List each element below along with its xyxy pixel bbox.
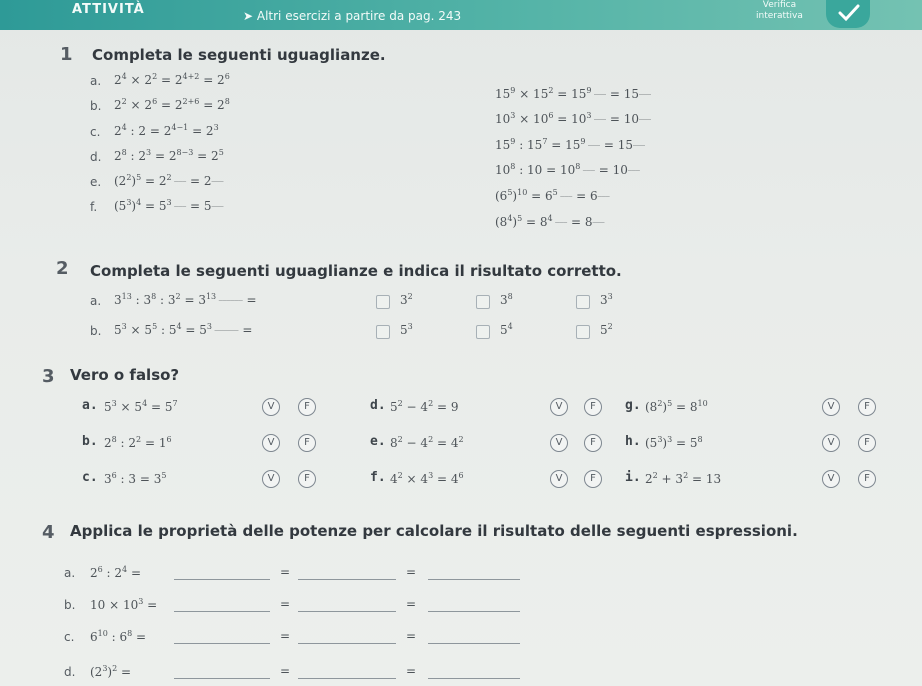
exercise-4-item-label: b. (64, 598, 76, 612)
true-false-statement: $4^2 \times 4^3 = 4^6$ (390, 471, 464, 486)
false-option[interactable]: F (298, 398, 316, 416)
exercise-1-expression-right: $15^9$ : $15^7 = 15^{9 \_\_\_} = 15^{\_\_\_}$ (495, 137, 645, 152)
exercise-4-expression: $(2^3)^2$ = (90, 664, 132, 679)
equals-sign: = (280, 664, 291, 678)
true-false-statement: $8^2 - 4^2 = 4^2$ (390, 435, 464, 450)
exercise-1-item-label: f. (90, 200, 98, 214)
answer-blank[interactable] (428, 678, 520, 679)
true-option[interactable]: V (822, 470, 840, 488)
true-false-statement: $3^6$ : $3 = 3^5$ (104, 471, 167, 486)
false-option[interactable]: F (298, 470, 316, 488)
answer-option: $5^3$ (400, 322, 413, 337)
true-option[interactable]: V (550, 434, 568, 452)
answer-blank[interactable] (428, 643, 520, 644)
exercise-1-item-label: e. (90, 175, 102, 189)
answer-blank[interactable] (298, 643, 396, 644)
false-option[interactable]: F (858, 434, 876, 452)
true-false-item-label: a. (82, 398, 98, 413)
true-false-item-label: e. (370, 434, 386, 449)
exercise-1-expression: $2^4$ : $2 = 2^{4-1} = 2^3$ (114, 123, 219, 138)
answer-checkbox[interactable] (476, 325, 490, 339)
answer-checkbox[interactable] (376, 325, 390, 339)
false-option[interactable]: F (584, 434, 602, 452)
more-exercises-text: Altri esercizi a partire da pag. 243 (256, 9, 462, 23)
verify-text: Verifica (762, 0, 797, 10)
answer-option: $5^2$ (600, 322, 613, 337)
answer-blank[interactable] (174, 611, 270, 612)
exercise-2-title: Completa le seguenti uguaglianze e indica il risultato corretto. (90, 262, 622, 280)
true-option[interactable]: V (822, 434, 840, 452)
equals-sign: = (280, 565, 291, 579)
exercise-2-expression: $3^{13}$ : $3^8$ : $3^2 = 3^{13 \_\_\_\_\_\_}$ = (114, 292, 257, 307)
true-false-item-label: i. (625, 470, 641, 485)
exercise-1-expression: $(2^2)^5 = 2^{2 \_\_\_} = 2^{\_\_\_}$ (114, 173, 224, 188)
exercise-4-item-label: a. (64, 566, 76, 580)
answer-blank[interactable] (428, 611, 520, 612)
answer-blank[interactable] (174, 579, 270, 580)
true-option[interactable]: V (262, 398, 280, 416)
exercise-4-item-label: d. (64, 665, 76, 679)
exercise-1-item-label: b. (90, 99, 102, 113)
answer-option: $3^2$ (400, 292, 413, 307)
exercise-4-expression: $10 \times 10^3$ = (90, 597, 158, 612)
exercise-1-expression-right: $10^8$ : $10 = 10^{8 \_\_\_} = 10^{\_\_\_}$ (495, 162, 640, 177)
exercise-1-expression: $(5^3)^4 = 5^{3 \_\_\_} = 5^{\_\_\_}$ (114, 198, 224, 213)
exercise-4-number: 4 (42, 522, 55, 543)
equals-sign: = (406, 597, 417, 611)
exercise-4-expression: $6^{10}$ : $6^8$ = (90, 629, 147, 644)
true-false-statement: $5^2 - 4^2 = 9$ (390, 399, 459, 414)
true-false-item-label: h. (625, 434, 641, 449)
answer-option: $3^8$ (500, 292, 513, 307)
true-false-statement: $5^3 \times 5^4 = 5^7$ (104, 399, 178, 414)
answer-checkbox[interactable] (576, 295, 590, 309)
exercise-2-expression: $5^3 \times 5^5$ : $5^4 = 5^{3 \_\_\_\_\_\_}$ = (114, 322, 253, 337)
equals-sign: = (280, 629, 291, 643)
answer-checkbox[interactable] (576, 325, 590, 339)
true-option[interactable]: V (550, 470, 568, 488)
exercise-1-title: Completa le seguenti uguaglianze. (92, 46, 386, 64)
exercise-1-item-label: d. (90, 150, 102, 164)
exercise-1-expression: $2^4 \times 2^2 = 2^{4+2} = 2^6$ (114, 72, 230, 87)
exercise-1-expression-right: $(6^5)^{10} = 6^{5 \_\_\_} = 6^{\_\_\_}$ (495, 188, 610, 203)
exercise-1-expression-right: $15^9 \times 15^2 = 15^{9 \_\_\_} = 15^{\_\_\_}$ (495, 86, 651, 101)
checkmark-icon (838, 4, 860, 22)
false-option[interactable]: F (298, 434, 316, 452)
exercise-3-title: Vero o falso? (70, 366, 180, 384)
false-option[interactable]: F (858, 470, 876, 488)
true-false-statement: $(5^3)^3 = 5^8$ (645, 435, 703, 450)
more-exercises-note: ➤ Altri esercizi a partire da pag. 243 (243, 9, 462, 23)
answer-blank[interactable] (174, 643, 270, 644)
answer-blank[interactable] (298, 678, 396, 679)
answer-checkbox[interactable] (376, 295, 390, 309)
true-option[interactable]: V (262, 470, 280, 488)
exercise-1-item-label: c. (90, 125, 101, 139)
true-false-item-label: g. (625, 398, 641, 413)
equals-sign: = (406, 565, 417, 579)
answer-option: $5^4$ (500, 322, 513, 337)
true-false-item-label: d. (370, 398, 386, 413)
verify-label (756, 0, 803, 22)
true-option[interactable]: V (262, 434, 280, 452)
true-false-statement: $2^8$ : $2^2 = 1^6$ (104, 435, 172, 450)
true-option[interactable]: V (550, 398, 568, 416)
exercise-2-item-label: b. (90, 324, 102, 338)
true-false-item-label: c. (82, 470, 98, 485)
equals-sign: = (406, 629, 417, 643)
false-option[interactable]: F (584, 398, 602, 416)
exercise-2-item-label: a. (90, 294, 102, 308)
true-false-item-label: f. (370, 470, 386, 485)
true-false-statement: $2^2 + 3^2 = 13$ (645, 471, 722, 486)
section-title: ATTIVITÀ (72, 2, 145, 17)
exercise-4-title: Applica le proprietà delle potenze per calcolare il risultato delle seguenti espressioni. (70, 522, 798, 540)
answer-blank[interactable] (428, 579, 520, 580)
true-false-statement: $(8^2)^5 = 8^{10}$ (645, 399, 708, 414)
top-banner (0, 0, 922, 30)
equals-sign: = (406, 664, 417, 678)
answer-checkbox[interactable] (476, 295, 490, 309)
exercise-3-number: 3 (42, 366, 55, 387)
exercise-1-expression: $2^8$ : $2^3 = 2^{8-3} = 2^5$ (114, 148, 224, 163)
true-false-item-label: b. (82, 434, 98, 449)
equals-sign: = (280, 597, 291, 611)
exercise-4-expression: $2^6$ : $2^4$ = (90, 565, 142, 580)
true-option[interactable]: V (822, 398, 840, 416)
answer-blank[interactable] (298, 579, 396, 580)
false-option[interactable]: F (858, 398, 876, 416)
exercise-1-item-label: a. (90, 74, 102, 88)
exercise-1-number: 1 (60, 44, 73, 65)
false-option[interactable]: F (584, 470, 602, 488)
answer-blank[interactable] (174, 678, 270, 679)
exercise-1-expression-right: $(8^4)^5 = 8^{4 \_\_\_} = 8^{\_\_\_}$ (495, 214, 605, 229)
exercise-1-expression-right: $10^3 \times 10^6 = 10^{3 \_\_\_} = 10^{\_\_\_}$ (495, 111, 651, 126)
exercise-1-expression: $2^2 \times 2^6 = 2^{2+6} = 2^8$ (114, 97, 230, 112)
verify-button[interactable] (826, 0, 870, 28)
verify-text-2: interattiva (756, 11, 803, 21)
answer-option: $3^3$ (600, 292, 613, 307)
exercise-2-number: 2 (56, 258, 69, 279)
answer-blank[interactable] (298, 611, 396, 612)
exercise-4-item-label: c. (64, 630, 75, 644)
